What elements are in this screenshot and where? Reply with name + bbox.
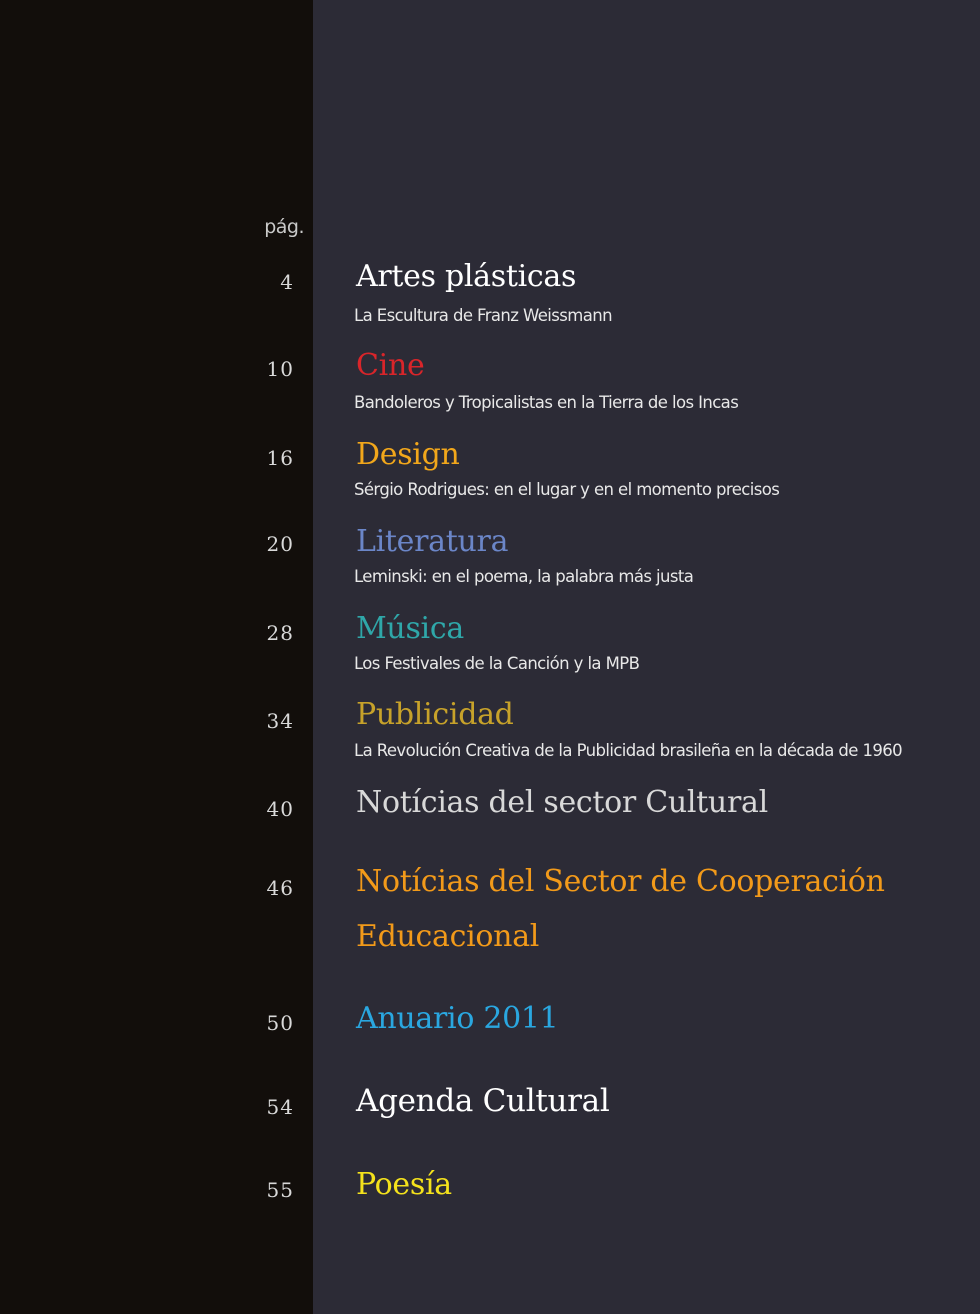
section-title: Poesía [356, 1167, 452, 1202]
section-subtitle: Sérgio Rodrigues: en el lugar y en el momento precisos [354, 480, 780, 499]
section-title: Design [356, 437, 460, 472]
page-number: 40 [266, 797, 294, 821]
section-subtitle: La Escultura de Franz Weissmann [354, 306, 612, 325]
page-number: 28 [266, 621, 294, 645]
section-title: Notícias del sector Cultural [356, 785, 768, 820]
section-title: Agenda Cultural [356, 1083, 610, 1119]
page-number: 50 [266, 1011, 294, 1035]
section-title: Música [356, 611, 464, 646]
section-title: Anuario 2011 [356, 1001, 559, 1036]
section-title-line1: Notícias del Sector de Cooperación [356, 864, 885, 899]
page-number: 46 [266, 876, 294, 900]
page-number: 20 [266, 532, 294, 556]
section-title: Cine [356, 348, 425, 383]
page-number: 10 [266, 357, 294, 381]
section-subtitle: Los Festivales de la Canción y la MPB [354, 654, 640, 673]
section-subtitle: Bandoleros y Tropicalistas en la Tierra de los Incas [354, 393, 739, 412]
page-number: 54 [266, 1095, 294, 1119]
section-title: Artes plásticas [356, 259, 577, 294]
section-title: Literatura [356, 524, 509, 559]
section-subtitle: La Revolución Creativa de la Publicidad brasileña en la década de 1960 [354, 741, 903, 760]
section-title [356, 864, 885, 954]
page-number: 34 [266, 709, 294, 733]
page-column-label: pág. [264, 216, 304, 238]
page-number: 4 [280, 270, 294, 294]
section-title-line2: Educacional [356, 919, 540, 954]
page-number: 16 [266, 446, 294, 470]
section-subtitle: Leminski: en el poema, la palabra más justa [354, 567, 694, 586]
page-number: 55 [266, 1178, 294, 1202]
section-title: Publicidad [356, 697, 514, 732]
